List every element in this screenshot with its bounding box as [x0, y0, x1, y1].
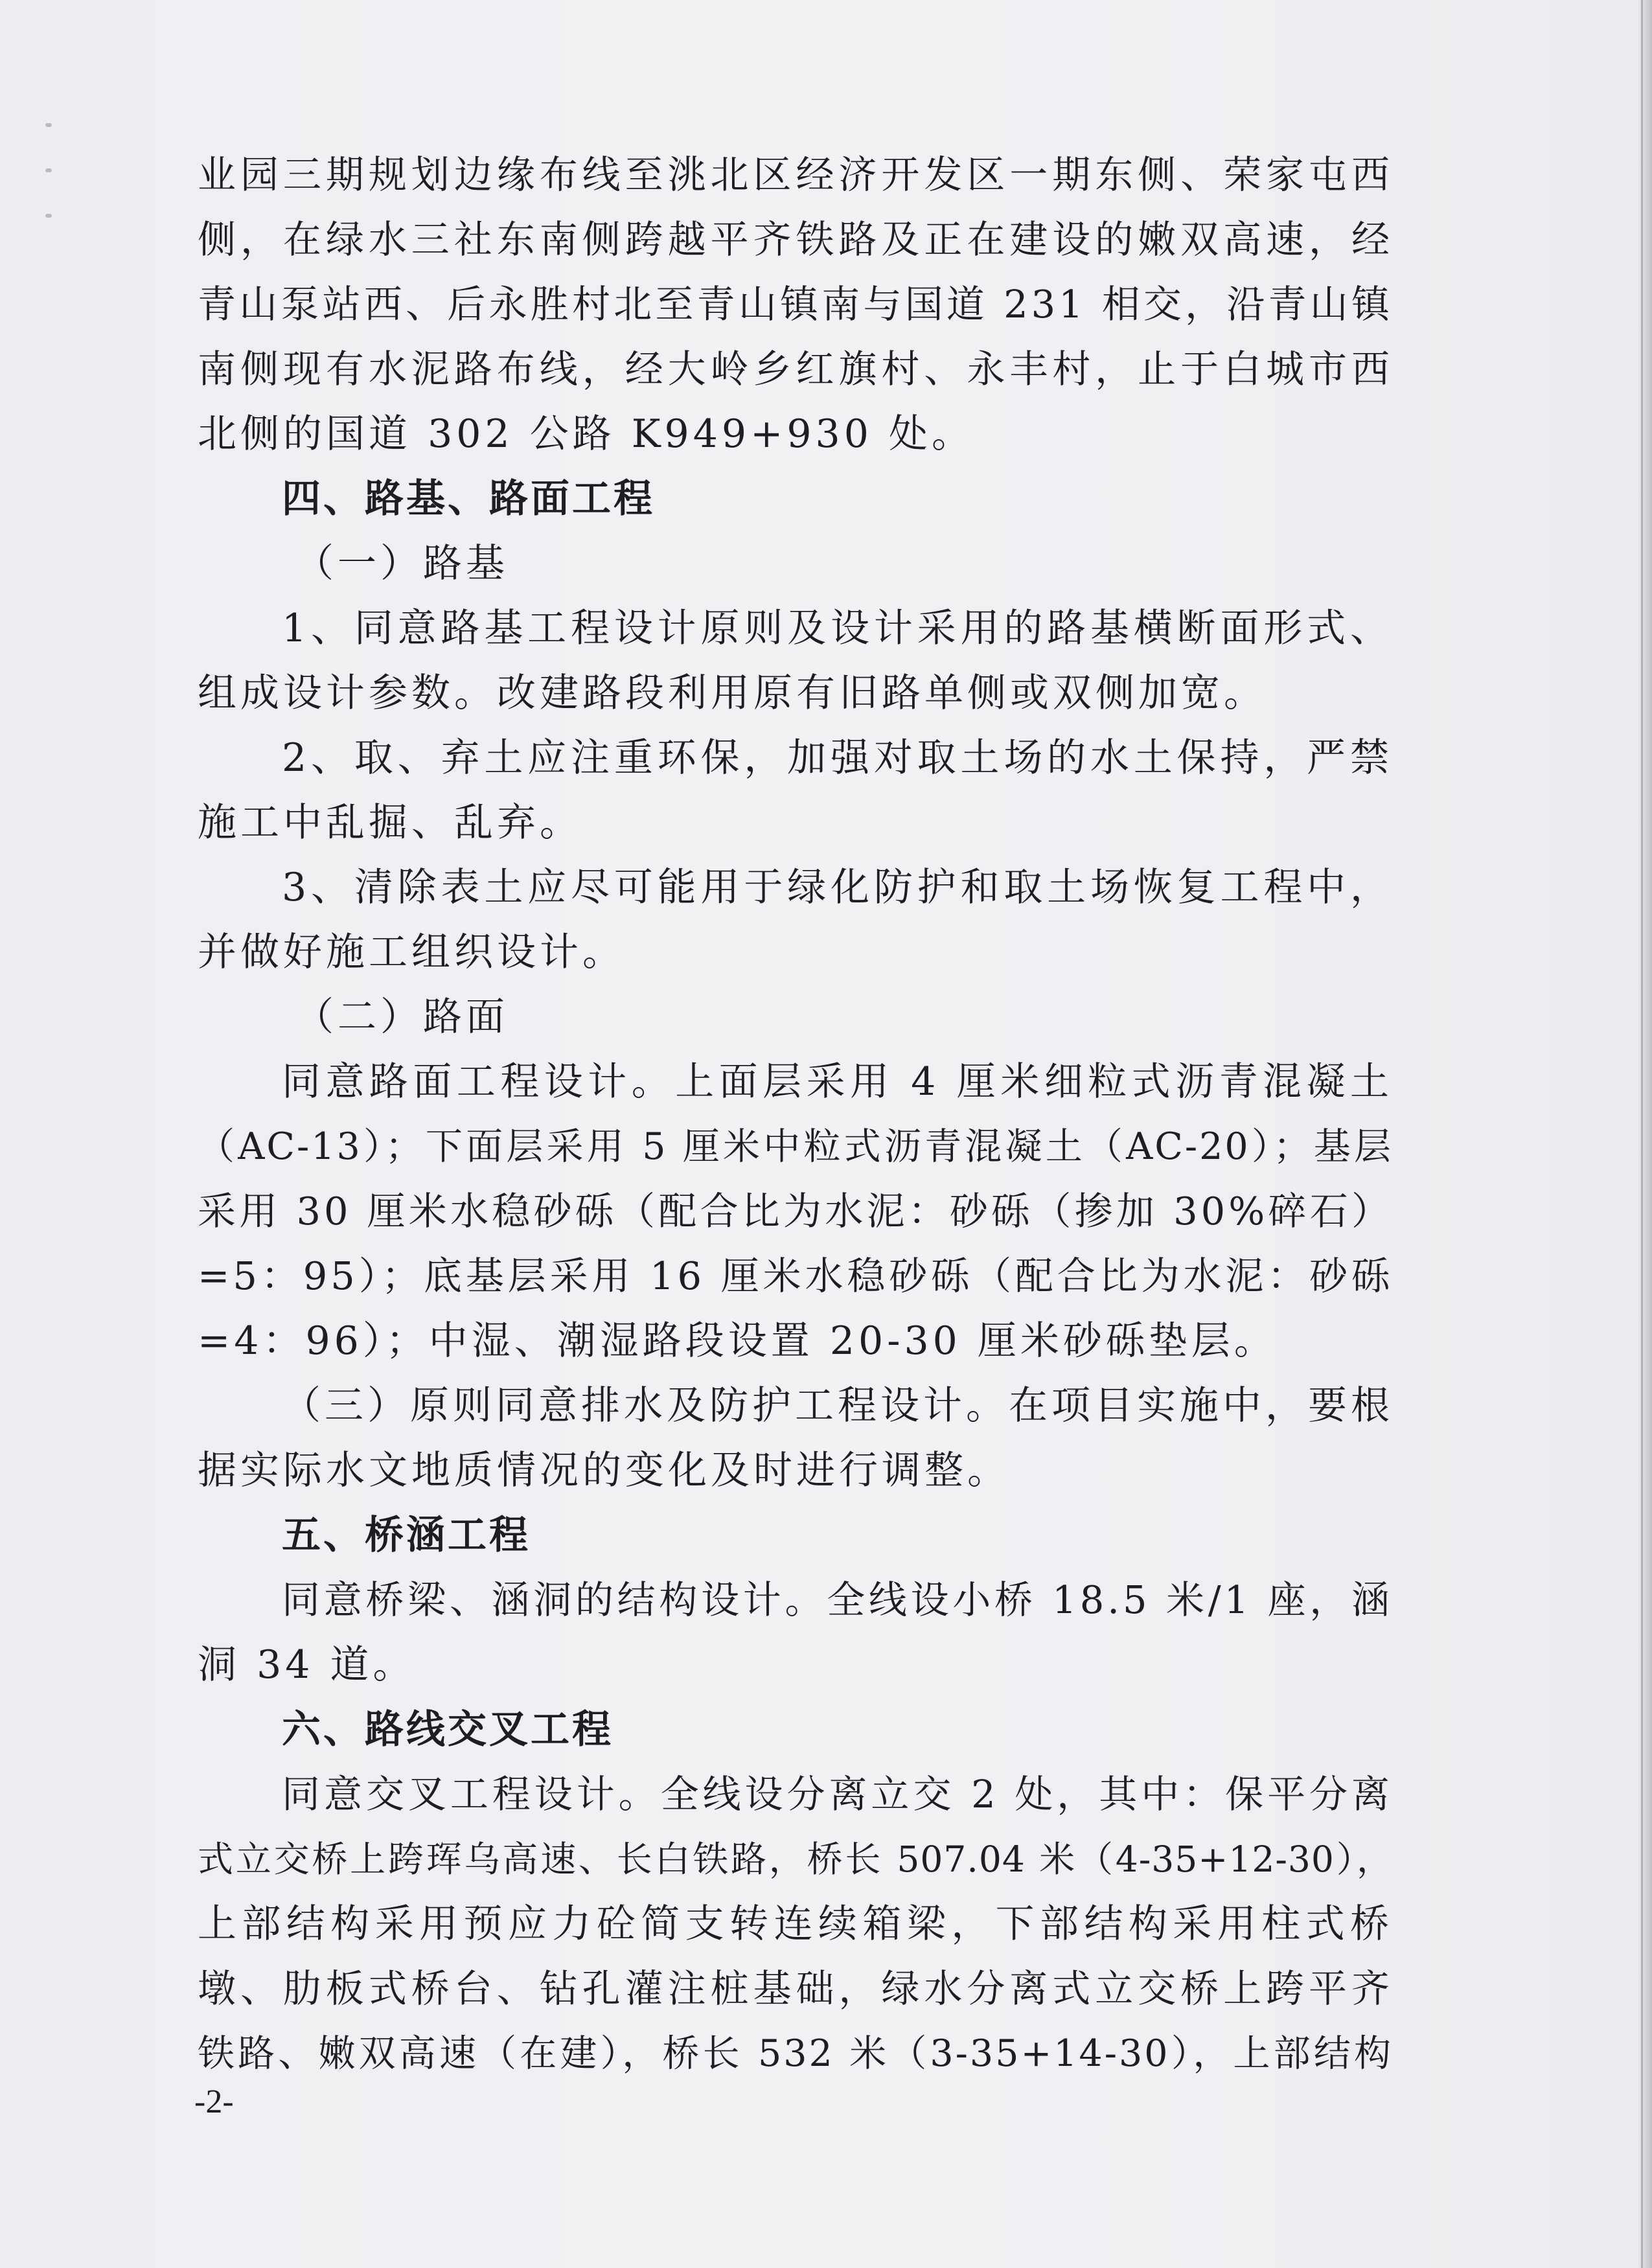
section-heading: 四、路基、路面工程	[282, 476, 655, 521]
text-line: 业园三期规划边缘布线至洮北区经济开发区一期东侧、荣家屯西	[198, 152, 1393, 197]
text-line: 上部结构采用预应力砼简支转连续箱梁，下部结构采用柱式桥	[198, 1901, 1393, 1947]
text-line: 施工中乱掘、乱弃。	[198, 800, 582, 845]
text-line: 式立交桥上跨珲乌高速、长白铁路，桥长 507.04 米（4-35+12-30），	[198, 1838, 1393, 1880]
subsection-heading: （一）路基	[295, 541, 509, 586]
text-line: 同意路面工程设计。上面层采用 4 厘米细粒式沥青混凝土	[282, 1059, 1393, 1105]
page-number: -2-	[194, 2083, 234, 2120]
text-line: 南侧现有水泥路布线，经大岭乡红旗村、永丰村，止于白城市西	[198, 347, 1393, 391]
scan-mark	[45, 123, 52, 127]
scan-mark	[45, 168, 52, 172]
text-line: （三）原则同意排水及防护工程设计。在项目实施中，要根	[282, 1383, 1394, 1428]
text-line: 采用 30 厘米水稳砂砾（配合比为水泥：砂砾（掺加 30%碎石）	[198, 1189, 1393, 1233]
text-line: 组成设计参数。改建路段利用原有旧路单侧或双侧加宽。	[198, 670, 1267, 716]
section-heading: 六、路线交叉工程	[282, 1707, 614, 1752]
scan-edge-shadow	[1638, 0, 1652, 2268]
text-line: 同意桥梁、涵洞的结构设计。全线设小桥 18.5 米/1 座，涵	[282, 1577, 1393, 1622]
text-line: 墩、肋板式桥台、钻孔灌注桩基础，绿水分离式立交桥上跨平齐	[198, 1966, 1393, 2011]
subsection-heading: （二）路面	[295, 994, 509, 1040]
text-line: 侧，在绿水三社东南侧跨越平齐铁路及正在建设的嫩双高速，经	[198, 217, 1393, 262]
text-line: 洞 34 道。	[198, 1642, 416, 1688]
text-line: 1、同意路基工程设计原则及设计采用的路基横断面形式、	[282, 606, 1393, 651]
scan-mark	[45, 214, 52, 218]
section-heading: 五、桥涵工程	[282, 1513, 531, 1558]
text-line: 青山泵站西、后永胜村北至青山镇南与国道 231 相交，沿青山镇	[198, 282, 1393, 326]
text-line: （AC-13）；下面层采用 5 厘米中粒式沥青混凝土（AC-20）；基层	[198, 1125, 1393, 1168]
text-line: 北侧的国道 302 公路 K949+930 处。	[198, 411, 974, 457]
text-line: 同意交叉工程设计。全线设分离立交 2 处，其中：保平分离	[282, 1772, 1393, 1816]
text-line: =4：96）；中湿、潮湿路段设置 20-30 厘米砂砾垫层。	[198, 1318, 1277, 1364]
text-line: 2、取、弃土应注重环保，加强对取土场的水土保持，严禁	[282, 735, 1393, 781]
text-line: 3、清除表土应尽可能用于绿化防护和取土场恢复工程中，	[282, 865, 1393, 910]
text-line: 铁路、嫩双高速（在建），桥长 532 米（3-35+14-30），上部结构	[198, 2032, 1393, 2075]
text-line: 据实际水文地质情况的变化及时进行调整。	[198, 1448, 1010, 1493]
text-line: =5：95）；底基层采用 16 厘米水稳砂砾（配合比为水泥：砂砾	[198, 1254, 1393, 1298]
text-line: 并做好施工组织设计。	[198, 930, 625, 975]
